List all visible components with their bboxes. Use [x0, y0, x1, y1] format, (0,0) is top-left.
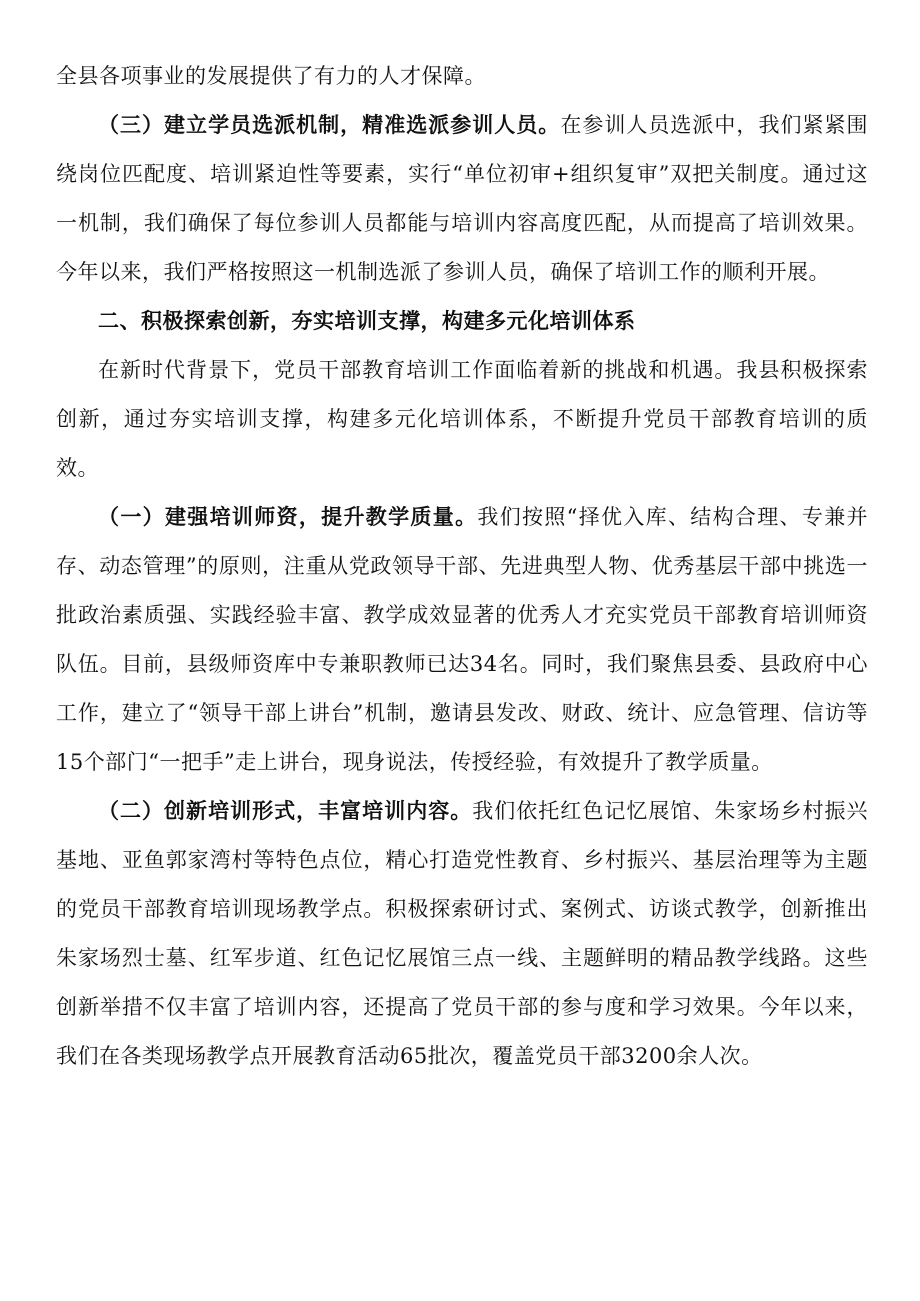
heading-text: 二、积极探索创新，夯实培训支撑，构建多元化培训体系	[98, 309, 636, 333]
paragraph-text: 全县各项事业的发展提供了有力的人才保障。	[56, 64, 486, 88]
paragraph-text: 在新时代背景下，党员干部教育培训工作面临着新的挑战和机遇。我县积极探索创新，通过夯实培训支撑，构建多元化培训体系，不断提升党员干部教育培训的质效。	[56, 358, 868, 480]
subsection-lead: （一）建强培训师资，提升教学质量。	[98, 505, 478, 529]
paragraph-section-intro	[56, 346, 868, 493]
paragraph-subsection-1	[56, 493, 868, 787]
paragraph-subsection-3	[56, 101, 868, 297]
document-page	[56, 52, 868, 1081]
paragraph-text: 我们依托红色记忆展馆、朱家场乡村振兴基地、亚鱼郭家湾村等特色点位，精心打造党性教育、乡村振兴、基层治理等为主题的党员干部教育培训现场教学点。积极探索研讨式、案例式、访谈式教学，创新推出朱家场烈士墓、红军步道、红色记忆展馆三点一线、主题鲜明的精品教学线路。这些创新举措不仅丰富了培训内容，还提高了党员干部的参与度和学习效果。今年以来，我们在各类现场教学点开展教育活动65批次，覆盖党员干部3200余人次。	[56, 799, 868, 1068]
paragraph-continuation	[56, 52, 868, 101]
paragraph-subsection-2	[56, 787, 868, 1081]
section-heading-2	[56, 297, 868, 346]
paragraph-text: 我们按照“择优入库、结构合理、专兼并存、动态管理”的原则，注重从党政领导干部、先进典型人物、优秀基层干部中挑选一批政治素质强、实践经验丰富、教学成效显著的优秀人才充实党员干部教育培训师资队伍。目前，县级师资库中专兼职教师已达34名。同时，我们聚焦县委、县政府中心工作，建立了“领导干部上讲台”机制，邀请县发改、财政、统计、应急管理、信访等15个部门“一把手”走上讲台，现身说法，传授经验，有效提升了教学质量。	[56, 505, 869, 774]
subsection-lead: （二）创新培训形式，丰富培训内容。	[98, 799, 473, 823]
subsection-lead: （三）建立学员选派机制，精准选派参训人员。	[98, 113, 561, 137]
paragraph-text: 在参训人员选派中，我们紧紧围绕岗位匹配度、培训紧迫性等要素，实行“单位初审+组织复审”双把关制度。通过这一机制，我们确保了每位参训人员都能与培训内容高度匹配，从而提高了培训效果。今年以来，我们严格按照这一机制选派了参训人员，确保了培训工作的顺利开展。	[56, 113, 869, 284]
